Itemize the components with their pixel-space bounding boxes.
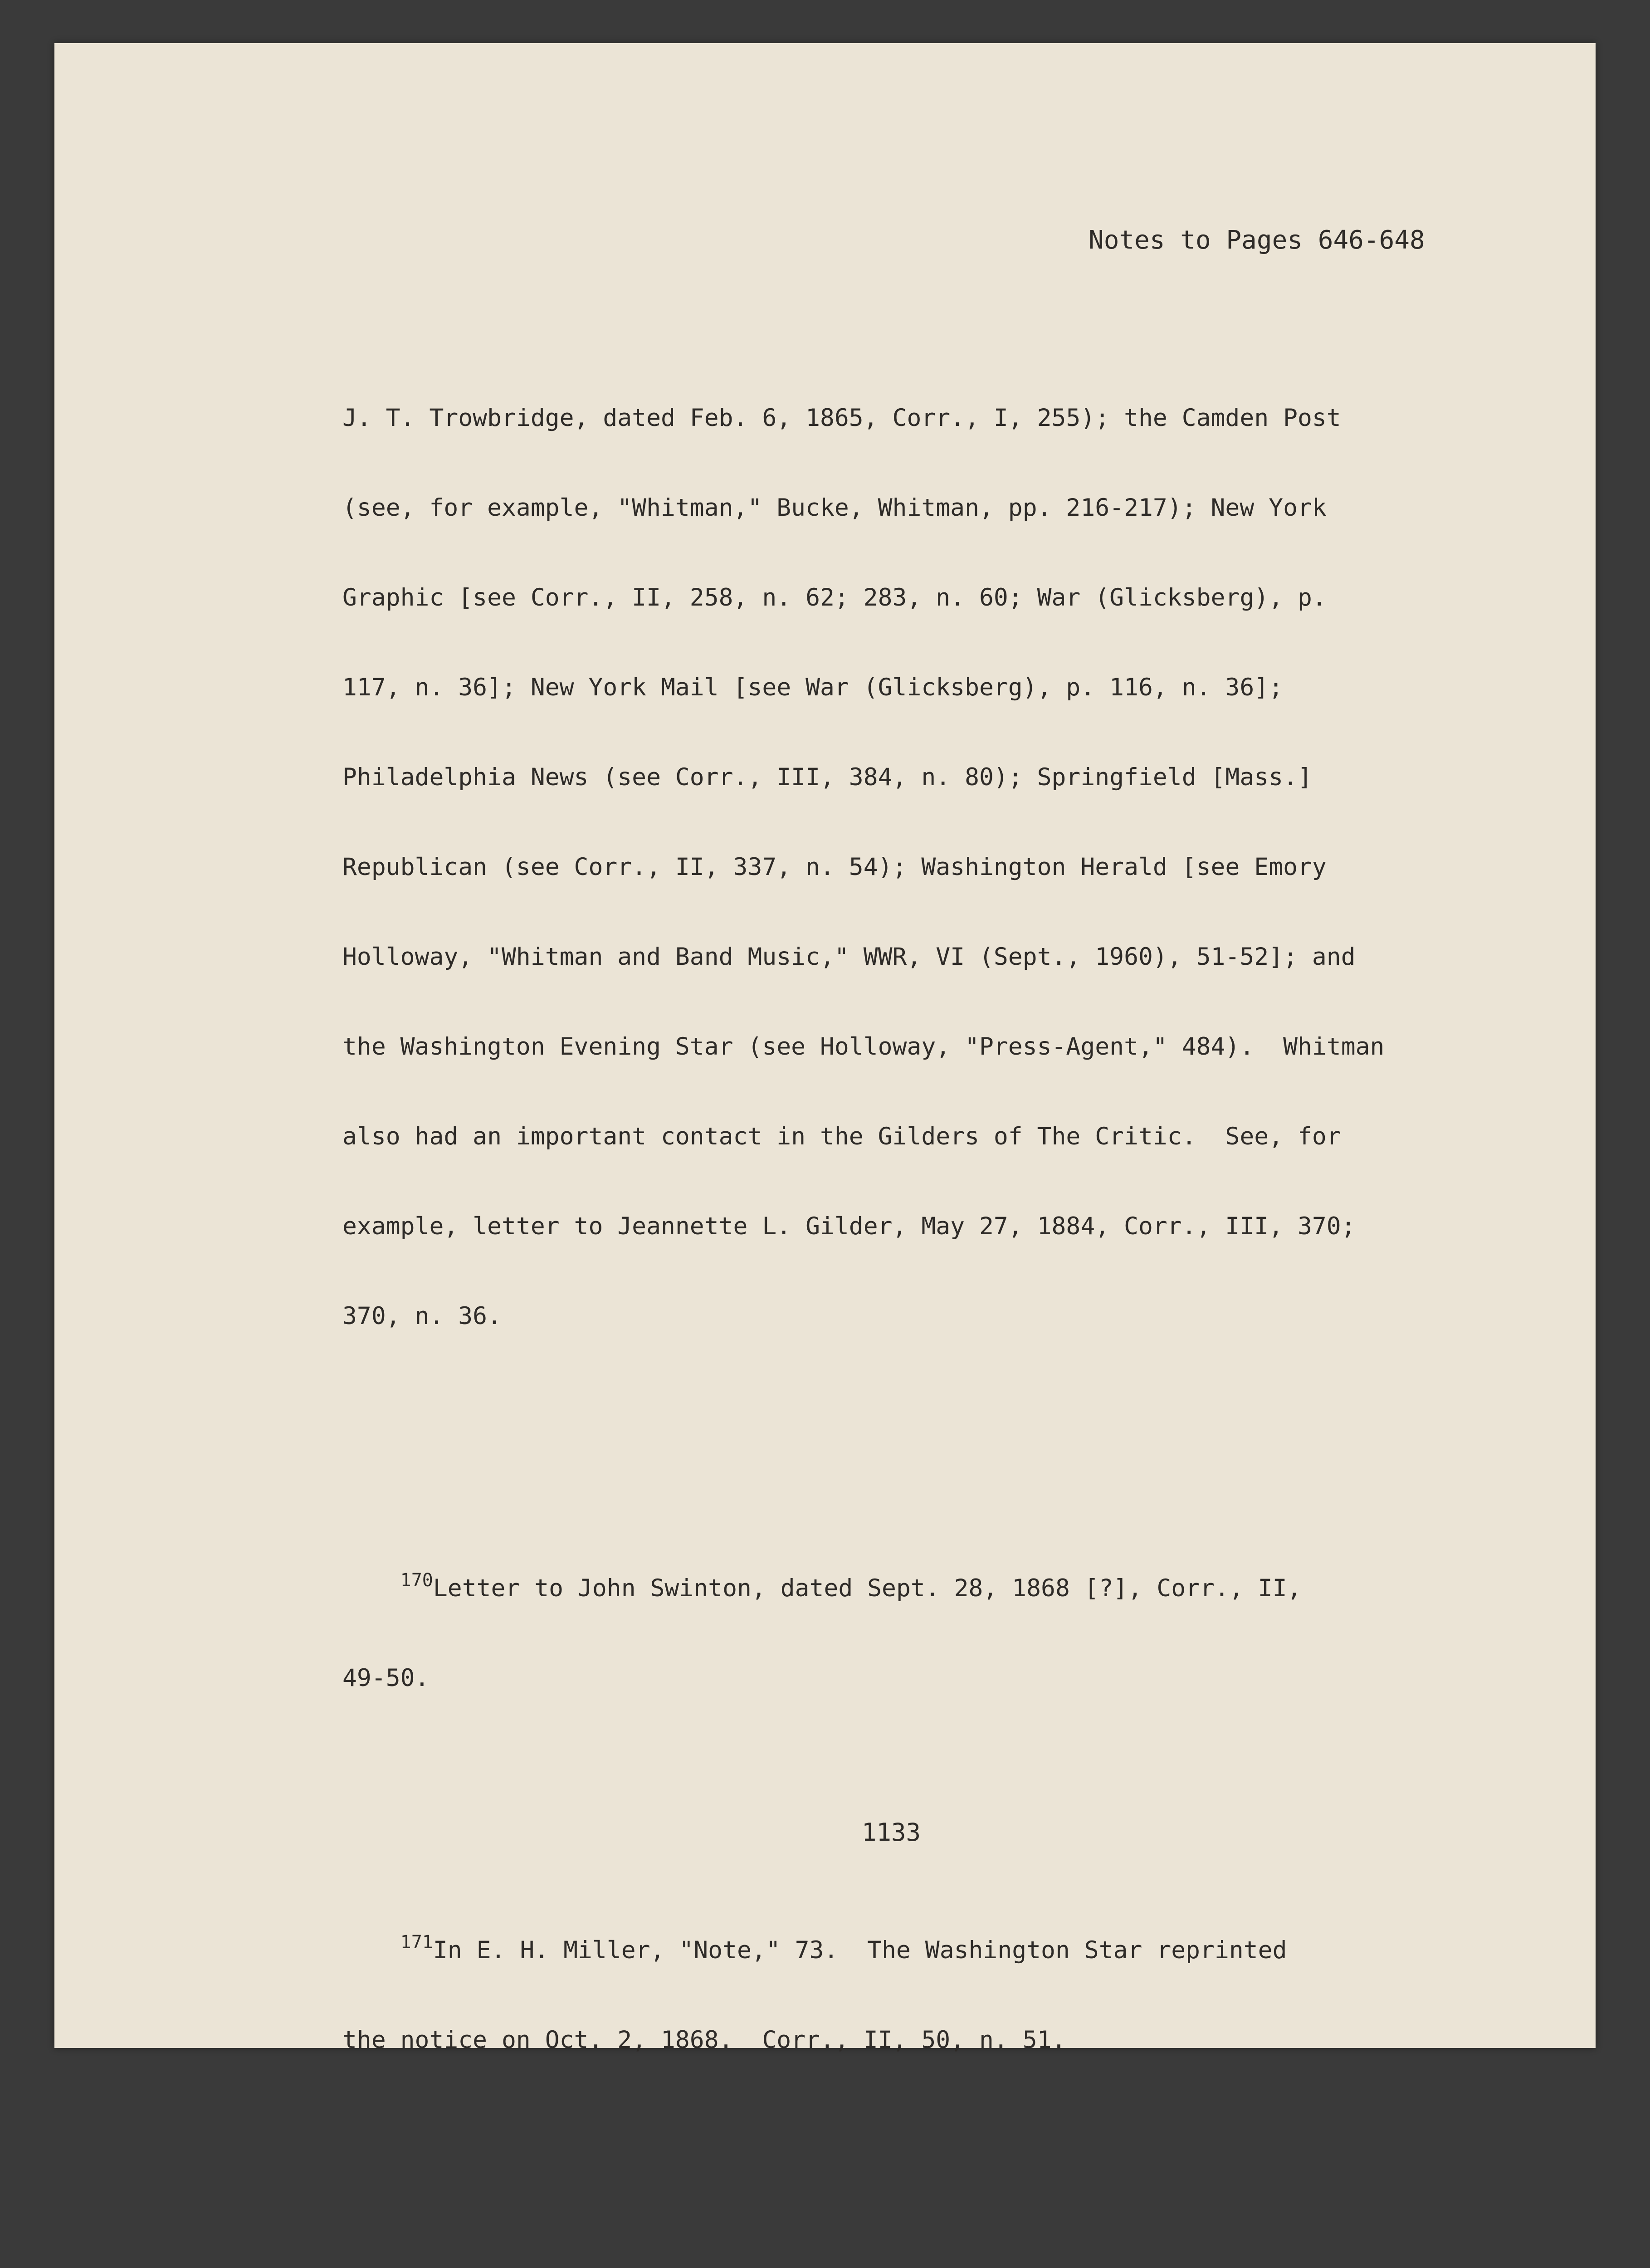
note-continued [342,343,1522,1391]
note-number: 171 [400,1932,433,1953]
note-170 [342,1514,1522,1753]
text-line: the notice on Oct. 2, 1868. Corr., II, 50, n. 51. [342,2026,1066,2054]
text-line [342,1570,1522,1603]
text-line: Republican (see Corr., II, 337, n. 54); Washington Herald [see Emory [342,853,1327,881]
text-line: also had an important contact in the Gilders of The Critic. See, for [342,1123,1341,1150]
text-line: 49-50. [342,1664,430,1692]
text-line: Holloway, "Whitman and Band Music," WWR, VI (Sept., 1960), 51-52]; and [342,943,1356,971]
note-171 [342,1876,1522,2115]
text-line: the Washington Evening Star (see Holloway, "Press-Agent," 484). Whitman [342,1033,1385,1061]
document-page [54,43,1596,2054]
text-line: (see, for example, "Whitman," Bucke, Whitman, pp. 216-217); New York [342,494,1327,522]
notes-body [342,284,1522,2268]
note-number: 170 [400,1570,433,1591]
text-line: J. T. Trowbridge, dated Feb. 6, 1865, Corr., I, 255); the Camden Post [342,404,1341,432]
text-line: 370, n. 36. [342,1302,502,1330]
text-line: Philadelphia News (see Corr., III, 384, n. 80); Springfield [Mass.] [342,763,1312,791]
page-number: 1133 [861,1818,921,1847]
text-line: Graphic [see Corr., II, 258, n. 62; 283, n. 60; War (Glicksberg), p. [342,584,1327,611]
text-line [342,1932,1522,1965]
note-first-line: In E. H. Miller, "Note," 73. The Washington Star reprinted [433,1936,1287,1964]
text-line: 117, n. 36]; New York Mail [see War (Glicksberg), p. 116, n. 36]; [342,674,1284,701]
note-first-line: Letter to John Swinton, dated Sept. 28, 1868 [?], Corr., II, [433,1574,1302,1602]
text-line: example, letter to Jeannette L. Gilder, May 27, 1884, Corr., III, 370; [342,1212,1356,1240]
note-172 [342,2238,1522,2268]
running-head: Notes to Pages 646-648 [1089,225,1425,255]
